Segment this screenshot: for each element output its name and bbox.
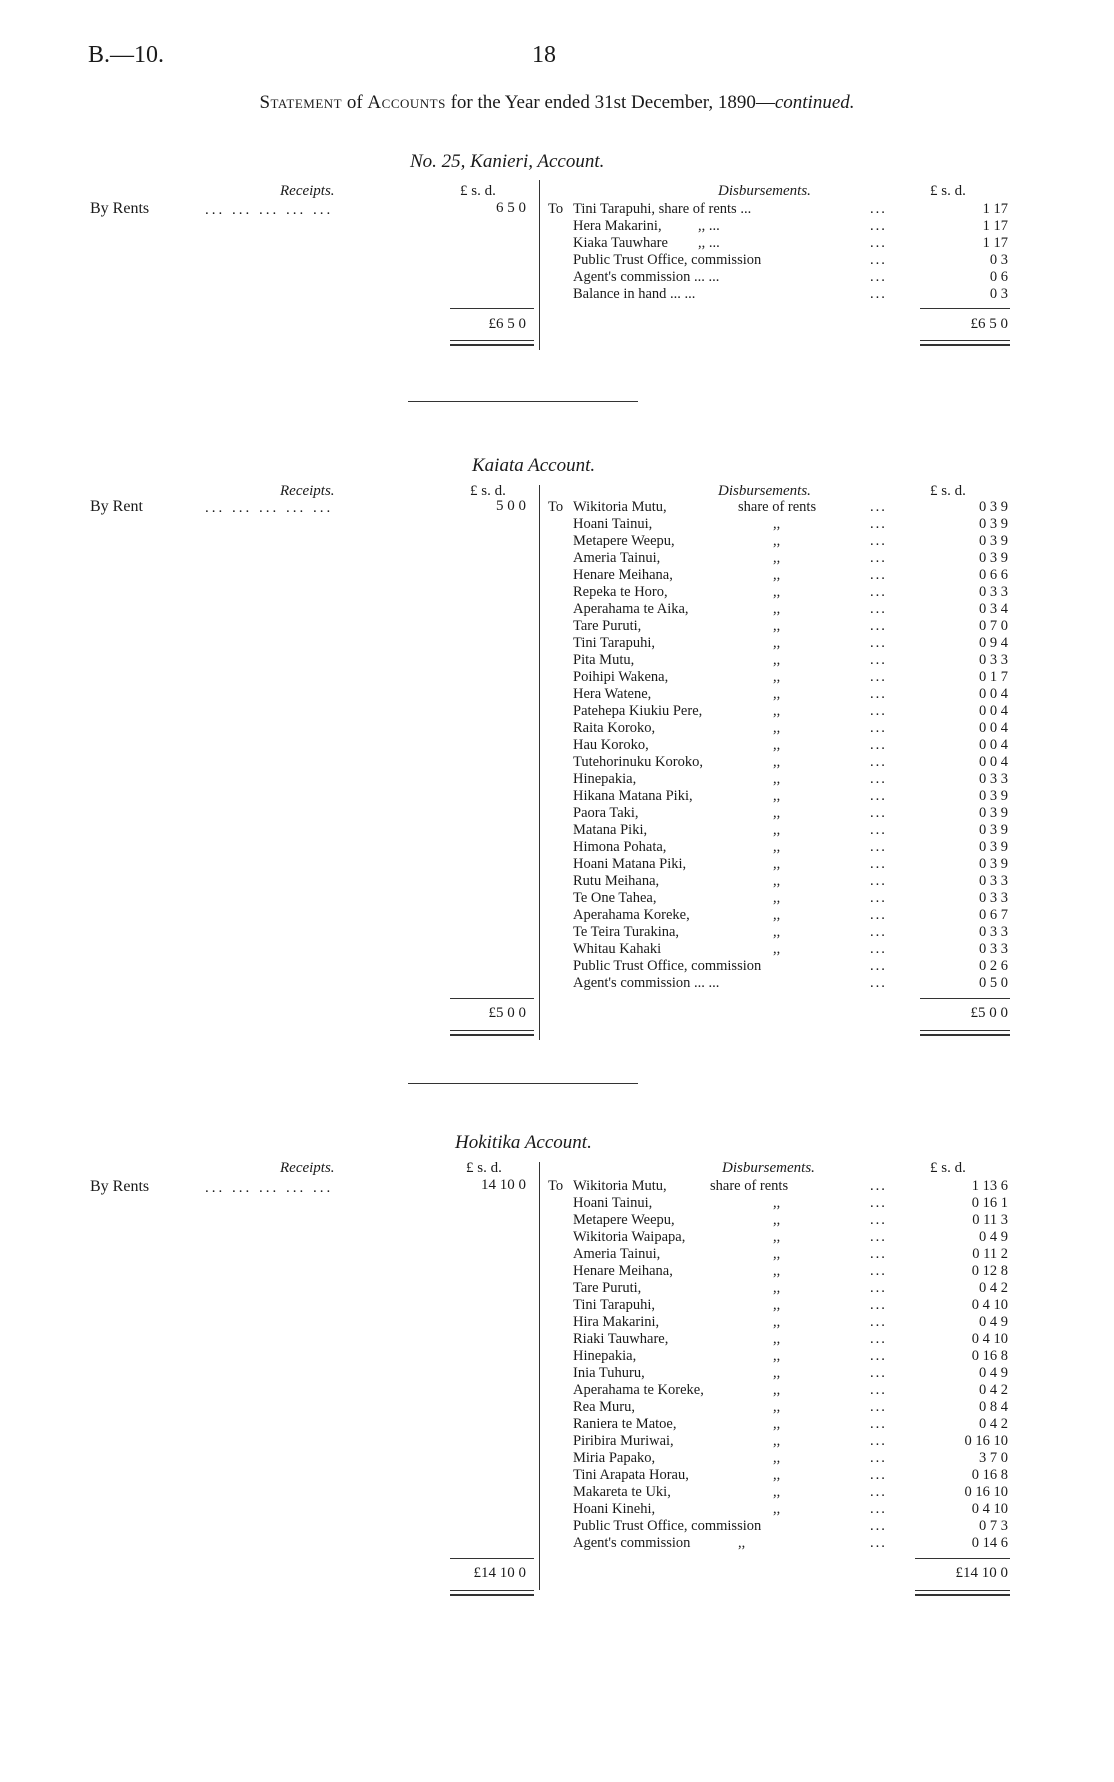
row-amount: 0 0 4 (979, 754, 1008, 770)
row-amount: 0 5 0 (979, 975, 1008, 991)
row-payee: Tini Tarapuhi, (573, 635, 655, 651)
disbursement-row (548, 1297, 1008, 1314)
row-amount: 0 12 8 (971, 1263, 1008, 1279)
row-leader-dots: ... (870, 1263, 887, 1279)
row-leader-dots: ... (870, 252, 887, 268)
row-ditto: ,, (773, 720, 781, 736)
row-amount: 1 17 (982, 201, 1008, 217)
row-payee: Kiaka Tauwhare (573, 235, 668, 251)
row-payee: Raniera te Matoe, (573, 1416, 677, 1432)
row-ditto: ,, (773, 686, 781, 702)
row-ditto: ,, (773, 856, 781, 872)
row-ditto: ,, (773, 1416, 781, 1432)
row-payee: Hoani Tainui, (573, 1195, 653, 1211)
disbursement-row (548, 1535, 1008, 1552)
receipt-amount: 6 5 0 (496, 200, 526, 216)
row-leader-dots: ... (870, 584, 887, 600)
row-leader-dots: ... (870, 1467, 887, 1483)
row-ditto: ,, (773, 652, 781, 668)
row-payee: Rutu Meihana, (573, 873, 660, 889)
disbursement-row (548, 1416, 1008, 1433)
row-leader-dots: ... (870, 873, 887, 889)
disbursement-row (548, 1314, 1008, 1331)
disbursements-heading: Disbursements. (722, 1160, 815, 1176)
row-payee: Public Trust Office, commission (573, 958, 762, 974)
row-amount: 0 0 4 (979, 737, 1008, 753)
row-payee: Balance in hand ... ... (573, 286, 696, 302)
disbursement-row (548, 1178, 1008, 1195)
row-payee: Rea Muru, (573, 1399, 636, 1415)
row-payee: Public Trust Office, commission (573, 1518, 762, 1534)
receipt-amount: 14 10 0 (481, 1177, 526, 1193)
row-ditto: ,, (773, 1450, 781, 1466)
row-ditto: ,, (773, 890, 781, 906)
row-payee: Tare Puruti, (573, 1280, 642, 1296)
row-payee: Tutehorinuku Koroko, (573, 754, 703, 770)
row-payee: Wikitoria Mutu, (573, 499, 667, 515)
row-payee: Piribira Muriwai, (573, 1433, 674, 1449)
row-amount: 0 16 8 (971, 1467, 1008, 1483)
receipts-lsd-heading: £ s. d. (470, 483, 506, 499)
disbursement-row (548, 1348, 1008, 1365)
row-payee: Hera Makarini, (573, 218, 662, 234)
row-ditto: ,, (773, 516, 781, 532)
row-payee: Miria Papako, (573, 1450, 656, 1466)
row-payee: Hinepakia, (573, 771, 637, 787)
row-ditto: ,, (773, 533, 781, 549)
row-ditto: ,, (773, 1331, 781, 1347)
section-title: Kaiata Account. (472, 455, 596, 476)
disbursement-row (548, 1246, 1008, 1263)
disbursements-double-rule (915, 1590, 1010, 1596)
title-of: of (346, 92, 363, 113)
row-amount: 0 8 4 (979, 1399, 1008, 1415)
row-amount: 0 4 2 (979, 1382, 1008, 1398)
row-ditto: share of rents (738, 499, 817, 515)
row-leader-dots: ... (870, 890, 887, 906)
row-ditto: ,, (773, 907, 781, 923)
disbursement-row (548, 1365, 1008, 1382)
row-payee: Paora Taki, (573, 805, 639, 821)
row-leader-dots: ... (870, 822, 887, 838)
row-leader-dots: ... (870, 1348, 887, 1364)
row-leader-dots: ... (870, 788, 887, 804)
row-leader-dots: ... (870, 635, 887, 651)
row-leader-dots: ... (870, 754, 887, 770)
row-leader-dots: ... (870, 550, 887, 566)
row-leader-dots: ... (870, 1178, 887, 1194)
row-ditto: ,, (773, 805, 781, 821)
disbursement-row (548, 1263, 1008, 1280)
receipts-heading: Receipts. (280, 483, 335, 499)
section-title: Hokitika Account. (455, 1132, 592, 1153)
row-leader-dots: ... (870, 1229, 887, 1245)
by-rents-label: By Rents (90, 200, 150, 217)
disbursements-lsd-heading: £ s. d. (930, 183, 966, 199)
row-leader-dots: ... (870, 720, 887, 736)
row-ditto: ,, (773, 1297, 781, 1313)
title-continued: continued. (774, 92, 855, 113)
row-leader-dots: ... (870, 856, 887, 872)
row-ditto: ,, (738, 1535, 746, 1551)
title-rest: for the Year ended 31st December, 1890— (450, 92, 775, 113)
row-payee: Aperahama te Aika, (573, 601, 689, 617)
receipts-total: £14 10 0 (473, 1565, 526, 1581)
row-amount: 0 6 7 (979, 907, 1008, 923)
row-amount: 3 7 0 (979, 1450, 1008, 1466)
row-amount: 0 14 6 (971, 1535, 1008, 1551)
row-payee: Pita Mutu, (573, 652, 635, 668)
row-payee: Hira Makarini, (573, 1314, 660, 1330)
row-amount: 0 3 3 (979, 924, 1008, 940)
row-leader-dots: ... (870, 235, 887, 251)
row-ditto: ,, (773, 754, 781, 770)
row-payee: Aperahama te Koreke, (573, 1382, 704, 1398)
disbursement-row (548, 1331, 1008, 1348)
row-payee: Hoani Matana Piki, (573, 856, 687, 872)
row-ditto: ,, (773, 1212, 781, 1228)
row-leader-dots: ... (870, 201, 887, 217)
row-payee: Tini Arapata Horau, (573, 1467, 689, 1483)
disbursement-row (548, 1195, 1008, 1212)
row-amount: 0 4 9 (979, 1314, 1008, 1330)
row-leader-dots: ... (870, 601, 887, 617)
row-payee: Te One Tahea, (573, 890, 657, 906)
row-amount: 0 4 10 (971, 1331, 1008, 1347)
row-ditto: ,, (773, 771, 781, 787)
row-amount: 0 11 2 (972, 1246, 1008, 1262)
row-amount: 0 3 4 (979, 601, 1008, 617)
row-ditto: ,, (773, 567, 781, 583)
row-payee: Ameria Tainui, (573, 1246, 661, 1262)
row-leader-dots: ... (870, 286, 887, 302)
leader-dots: ... ... ... ... ... (205, 202, 334, 218)
row-leader-dots: ... (870, 958, 887, 974)
row-amount: 0 0 4 (979, 703, 1008, 719)
disbursement-row (548, 1382, 1008, 1399)
document-reference: B.—10. (88, 42, 165, 68)
row-leader-dots: ... (870, 1433, 887, 1449)
disbursement-row (548, 1229, 1008, 1246)
row-ditto: ,, (773, 1246, 781, 1262)
row-leader-dots: ... (870, 941, 887, 957)
row-leader-dots: ... (870, 805, 887, 821)
row-amount: 0 3 9 (979, 805, 1008, 821)
row-payee: Tini Tarapuhi, share of rents ... (573, 201, 752, 217)
row-leader-dots: ... (870, 516, 887, 532)
row-prefix: To (548, 499, 564, 515)
row-amount: 0 3 3 (979, 652, 1008, 668)
row-leader-dots: ... (870, 1365, 887, 1381)
row-payee: Tare Puruti, (573, 618, 642, 634)
row-leader-dots: ... (870, 618, 887, 634)
receipts-double-rule (450, 1590, 534, 1596)
disbursement-row (548, 1399, 1008, 1416)
disbursements-total: £6 5 0 (970, 316, 1008, 332)
row-leader-dots: ... (870, 499, 887, 515)
row-leader-dots: ... (870, 771, 887, 787)
row-amount: 0 3 9 (979, 839, 1008, 855)
row-amount: 0 3 3 (979, 941, 1008, 957)
leader-dots: ... ... ... ... ... (205, 500, 334, 516)
row-ditto: ,, (773, 1382, 781, 1398)
disbursement-row (548, 1450, 1008, 1467)
disbursements-lsd-heading: £ s. d. (930, 483, 966, 499)
row-payee: Hau Koroko, (573, 737, 649, 753)
row-leader-dots: ... (870, 1246, 887, 1262)
row-payee: Himona Pohata, (573, 839, 667, 855)
row-amount: 0 3 9 (979, 856, 1008, 872)
row-amount: 0 4 9 (979, 1365, 1008, 1381)
row-ditto: ,, (773, 1484, 781, 1500)
row-ditto: share of rents (710, 1178, 789, 1194)
row-ditto: ,, (773, 1195, 781, 1211)
row-ditto: ,, (773, 737, 781, 753)
row-ditto: ,, (773, 1365, 781, 1381)
receipts-lsd-heading: £ s. d. (460, 183, 496, 199)
disbursements-total: £5 0 0 (970, 1005, 1008, 1021)
disbursement-row (548, 1501, 1008, 1518)
row-leader-dots: ... (870, 839, 887, 855)
row-ditto: ,, (773, 1280, 781, 1296)
row-payee: Metapere Weepu, (573, 533, 675, 549)
disbursements-heading: Disbursements. (718, 483, 811, 499)
disbursement-row (548, 1433, 1008, 1450)
row-amount: 0 16 10 (964, 1433, 1008, 1449)
row-ditto: ,, (773, 924, 781, 940)
row-ditto: ,, (773, 822, 781, 838)
disbursements-total: £14 10 0 (955, 1565, 1008, 1581)
disbursements-lsd-heading: £ s. d. (930, 1160, 966, 1176)
row-ditto: ,, (773, 669, 781, 685)
row-leader-dots: ... (870, 703, 887, 719)
row-payee: Ameria Tainui, (573, 550, 661, 566)
section-title: No. 25, Kanieri, Account. (410, 151, 605, 172)
title-statement: Statement (259, 92, 343, 113)
row-ditto: ,, (773, 1433, 781, 1449)
row-payee: Riaki Tauwhare, (573, 1331, 669, 1347)
row-ditto: ,, (773, 703, 781, 719)
row-ditto: ,, (773, 1348, 781, 1364)
row-amount: 0 16 1 (971, 1195, 1008, 1211)
row-ditto: ,, (773, 1501, 781, 1517)
row-leader-dots: ... (870, 1399, 887, 1415)
row-amount: 0 0 4 (979, 720, 1008, 736)
row-leader-dots: ... (870, 1195, 887, 1211)
title-accounts: Accounts (367, 92, 446, 113)
row-payee: Hera Watene, (573, 686, 652, 702)
row-prefix: To (548, 1178, 564, 1194)
row-leader-dots: ... (870, 737, 887, 753)
row-amount: 0 3 9 (979, 499, 1008, 515)
row-payee: Poihipi Wakena, (573, 669, 669, 685)
row-payee: Agent's commission ... ... (573, 975, 720, 991)
row-amount: 0 3 (989, 252, 1008, 268)
row-leader-dots: ... (870, 1416, 887, 1432)
row-leader-dots: ... (870, 686, 887, 702)
row-ditto: ,, (773, 635, 781, 651)
row-leader-dots: ... (870, 567, 887, 583)
row-ditto: ,, (773, 601, 781, 617)
row-leader-dots: ... (870, 1501, 887, 1517)
row-amount: 0 7 0 (979, 618, 1008, 634)
disbursement-row (548, 1280, 1008, 1297)
row-ditto: ,, (773, 873, 781, 889)
disbursement-row (548, 1518, 1008, 1535)
row-ditto: ,, (773, 839, 781, 855)
row-ditto: ,, (773, 1229, 781, 1245)
row-ditto: ,, (773, 941, 781, 957)
disbursements-heading: Disbursements. (718, 183, 811, 199)
row-amount: 0 0 4 (979, 686, 1008, 702)
by-rent-label: By Rent (90, 498, 143, 515)
row-payee: Henare Meihana, (573, 567, 673, 583)
row-payee: Raita Koroko, (573, 720, 656, 736)
row-payee: Matana Piki, (573, 822, 648, 838)
row-leader-dots: ... (870, 1518, 887, 1534)
row-payee: Hinepakia, (573, 1348, 637, 1364)
row-amount: 0 3 9 (979, 516, 1008, 532)
row-payee: Agent's commission ... ... (573, 269, 720, 285)
row-amount: 0 3 9 (979, 788, 1008, 804)
receipts-heading: Receipts. (280, 183, 335, 199)
row-leader-dots: ... (870, 533, 887, 549)
row-amount: 1 17 (982, 218, 1008, 234)
row-amount: 0 3 9 (979, 533, 1008, 549)
row-amount: 0 6 6 (979, 567, 1008, 583)
row-amount: 0 4 2 (979, 1416, 1008, 1432)
row-payee: Aperahama Koreke, (573, 907, 690, 923)
row-leader-dots: ... (870, 669, 887, 685)
disbursement-row (548, 1212, 1008, 1229)
row-amount: 0 1 7 (979, 669, 1008, 685)
row-ditto: ,, (773, 1399, 781, 1415)
row-ditto: ,, (773, 584, 781, 600)
receipts-lsd-heading: £ s. d. (466, 1160, 502, 1176)
row-ditto: ,, (773, 1467, 781, 1483)
row-payee: Hikana Matana Piki, (573, 788, 693, 804)
row-ditto: ,, (773, 618, 781, 634)
row-leader-dots: ... (870, 1382, 887, 1398)
row-payee: Wikitoria Mutu, (573, 1178, 667, 1194)
receipts-rule (450, 1558, 534, 1559)
row-leader-dots: ... (870, 652, 887, 668)
row-amount: 0 3 3 (979, 873, 1008, 889)
row-amount: 0 11 3 (972, 1212, 1008, 1228)
row-amount: 0 3 9 (979, 550, 1008, 566)
row-leader-dots: ... (870, 1297, 887, 1313)
row-amount: 0 6 (989, 269, 1008, 285)
row-leader-dots: ... (870, 1314, 887, 1330)
row-amount: 0 2 6 (979, 958, 1008, 974)
row-amount: 0 4 2 (979, 1280, 1008, 1296)
row-amount: 0 3 9 (979, 822, 1008, 838)
row-ditto: ,, ... (698, 218, 720, 234)
row-payee: Te Teira Turakina, (573, 924, 680, 940)
row-leader-dots: ... (870, 907, 887, 923)
page-number: 18 (532, 42, 556, 68)
row-amount: 1 17 (982, 235, 1008, 251)
row-ditto: ,, (773, 788, 781, 804)
row-leader-dots: ... (870, 1280, 887, 1296)
receipts-total: £6 5 0 (488, 316, 526, 332)
disbursement-row (548, 1484, 1008, 1501)
row-payee: Public Trust Office, commission (573, 252, 762, 268)
row-amount: 0 4 10 (971, 1501, 1008, 1517)
row-payee: Metapere Weepu, (573, 1212, 675, 1228)
row-amount: 0 3 (989, 286, 1008, 302)
row-leader-dots: ... (870, 1331, 887, 1347)
disbursements-rule (915, 1558, 1010, 1559)
row-leader-dots: ... (870, 218, 887, 234)
leader-dots: ... ... ... ... ... (205, 1180, 334, 1196)
row-amount: 0 3 3 (979, 890, 1008, 906)
row-ditto: ,, (773, 550, 781, 566)
row-leader-dots: ... (870, 1484, 887, 1500)
row-amount: 0 3 3 (979, 584, 1008, 600)
row-payee: Henare Meihana, (573, 1263, 673, 1279)
row-amount: 0 9 4 (979, 635, 1008, 651)
row-payee: Repeka te Horo, (573, 584, 668, 600)
row-amount: 0 16 10 (964, 1484, 1008, 1500)
receipt-amount: 5 0 0 (496, 498, 526, 514)
row-amount: 0 4 9 (979, 1229, 1008, 1245)
row-amount: 1 13 6 (971, 1178, 1008, 1194)
row-amount: 0 7 3 (979, 1518, 1008, 1534)
row-leader-dots: ... (870, 1535, 887, 1551)
row-leader-dots: ... (870, 975, 887, 991)
row-payee: Whitau Kahaki (573, 941, 662, 957)
row-payee: Agent's commission (573, 1535, 691, 1551)
row-ditto: ,, ... (698, 235, 720, 251)
row-payee: Hoani Tainui, (573, 516, 653, 532)
disbursement-row (548, 1467, 1008, 1484)
receipts-total: £5 0 0 (488, 1005, 526, 1021)
row-ditto: ,, (773, 1314, 781, 1330)
row-payee: Patehepa Kiukiu Pere, (573, 703, 703, 719)
row-amount: 0 3 3 (979, 771, 1008, 787)
by-rents-label: By Rents (90, 1178, 150, 1195)
row-amount: 0 4 10 (971, 1297, 1008, 1313)
row-ditto: ,, (773, 1263, 781, 1279)
row-payee: Hoani Kinehi, (573, 1501, 656, 1517)
row-leader-dots: ... (870, 924, 887, 940)
row-payee: Tini Tarapuhi, (573, 1297, 655, 1313)
row-payee: Wikitoria Waipapa, (573, 1229, 686, 1245)
row-leader-dots: ... (870, 1212, 887, 1228)
row-leader-dots: ... (870, 1450, 887, 1466)
receipts-heading: Receipts. (280, 1160, 335, 1176)
row-payee: Inia Tuhuru, (573, 1365, 645, 1381)
column-divider (539, 1162, 540, 1590)
row-leader-dots: ... (870, 269, 887, 285)
row-payee: Makareta te Uki, (573, 1484, 671, 1500)
row-amount: 0 16 8 (971, 1348, 1008, 1364)
row-prefix: To (548, 201, 564, 217)
